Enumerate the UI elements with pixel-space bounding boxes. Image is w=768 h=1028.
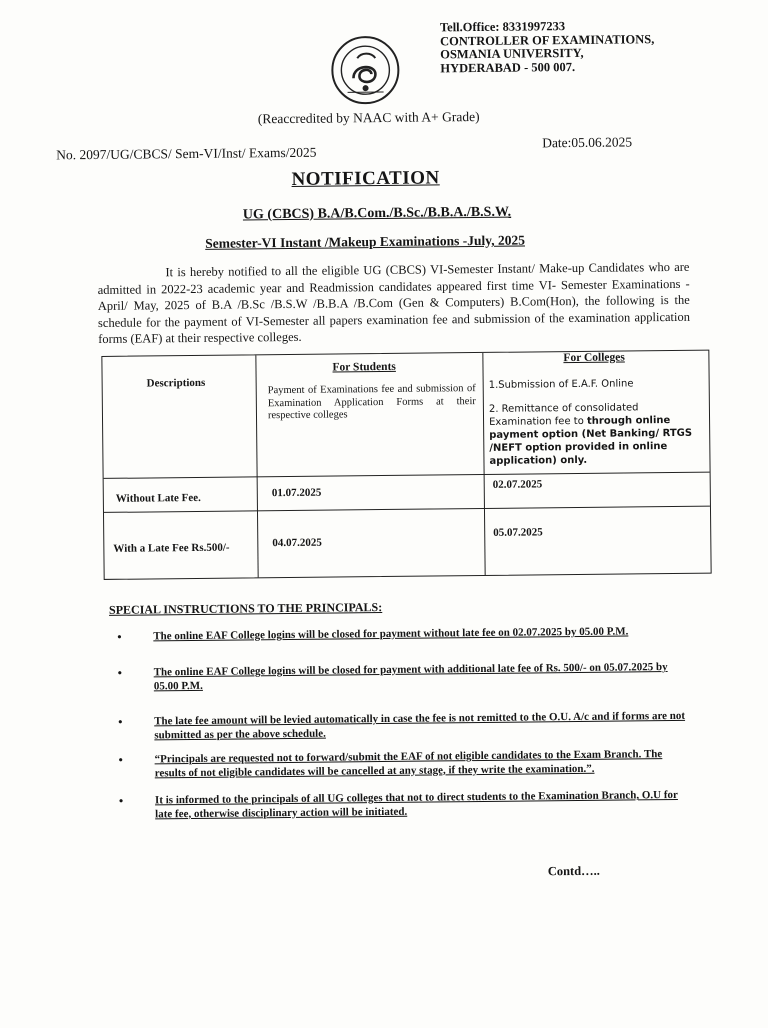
continued-marker: Contd….. (547, 863, 600, 879)
colleges-item-2 (489, 401, 704, 468)
instruction-text: The online EAF College logins will be closed for payment without late fee on 02.07.2025 by 05.00 P.M. (153, 625, 629, 643)
colleges-item-2-text: 2. Remittance of consolidated Examination fee to (488, 402, 639, 428)
table-divider (104, 506, 710, 513)
exam-heading: Semester-VI Instant /Makeup Examinations -July, 2025 (205, 232, 526, 251)
bullet-icon: • (117, 665, 122, 680)
bullet-icon: • (117, 629, 122, 644)
program-heading: UG (CBCS) B.A/B.Com./B.Sc./B.B.A./B.S.W. (242, 204, 512, 223)
intro-text: It is hereby notified to all the eligible UG (CBCS) VI-Semester Instant/ Make-up Candidates who are admitted in 2022-23 academic year and Readmission candidates appeared first time VI- Semester Examinations -April/ May, 2025 of B.A /B.Sc /B.S.W /B.B.A /B.Com (Gen & Computers) B.Com(Hon), the following is the schedule for the payment of VI-Semester all papers examination fee and submission of the examination application forms (EAF) at their respective colleges. (97, 259, 691, 346)
instruction-text: The late fee amount will be levied automatically in case the fee is not remitted to the O.U. A/c and if forms are not submitted as per the above schedule. (154, 709, 686, 741)
reference-number: No. 2097/UG/CBCS/ Sem-VI/Inst/ Exams/2025 (56, 144, 317, 163)
accreditation-line: (Reaccredited by NAAC with A+ Grade) (257, 108, 480, 127)
list-item (118, 709, 694, 743)
colleges-item-2-bold: through online payment option (Net Banking/ RTGS /NEFT option provided in online application) only. (489, 414, 693, 467)
bullet-icon: • (118, 714, 123, 729)
table-divider (255, 355, 258, 577)
header-students: For Students (332, 360, 396, 374)
header-descriptions: Descriptions (146, 376, 206, 390)
colleges-date-without-late-fee: 02.07.2025 (492, 478, 543, 491)
table-divider (104, 472, 710, 479)
row-label-with-late-fee: With a Late Fee Rs.500/- (113, 541, 230, 555)
bullet-icon: • (118, 752, 123, 767)
office-controller: CONTROLLER OF EXAMINATIONS, (439, 31, 655, 48)
page-title: NOTIFICATION (291, 167, 440, 190)
row-label-without-late-fee: Without Late Fee. (115, 491, 201, 505)
students-date-with-late-fee: 04.07.2025 (272, 536, 322, 550)
instruction-text: “Principals are requested not to forward/submit the EAF of not eligible candidates to the Exam Branch. The results of not eligible candidates will be cancelled at any stage, if they write the examination.”. (154, 748, 663, 779)
intro-paragraph (97, 259, 690, 348)
instruction-text: The online EAF College logins will be closed for payment with additional late fee of Rs. 500/- on 05.07.2025 by 05.00 P.M. (153, 661, 668, 692)
office-address (440, 19, 655, 75)
instructions-heading: SPECIAL INSTRUCTIONS TO THE PRINCIPALS: (108, 600, 383, 617)
list-item (118, 788, 695, 822)
colleges-item-1: 1.Submission of E.A.F. Online (488, 378, 634, 391)
students-date-without-late-fee: 01.07.2025 (271, 486, 322, 500)
schedule-table (101, 350, 711, 580)
colleges-date-with-late-fee: 05.07.2025 (493, 526, 543, 539)
table-divider (482, 353, 485, 575)
bullet-icon: • (118, 793, 124, 808)
header-colleges: For Colleges (563, 351, 625, 365)
office-university: OSMANIA UNIVERSITY, (440, 45, 584, 62)
list-item (117, 625, 693, 644)
office-phone: Tell.Office: 8331997233 (439, 19, 566, 35)
list-item (117, 661, 694, 694)
students-description: Payment of Examinations fee and submission of Examination Application Forms at their respective colleges (267, 383, 476, 422)
list-item (118, 748, 695, 781)
instruction-text: It is informed to the principals of all UG colleges that not to direct students to the Examination Branch, O.U for late fee, otherwise disciplinary action will be initiated. (154, 788, 678, 820)
university-seal-logo (329, 34, 402, 107)
notification-date: Date:05.06.2025 (542, 134, 633, 151)
office-city: HYDERABAD - 500 007. (440, 59, 576, 75)
instructions-list (117, 617, 708, 820)
